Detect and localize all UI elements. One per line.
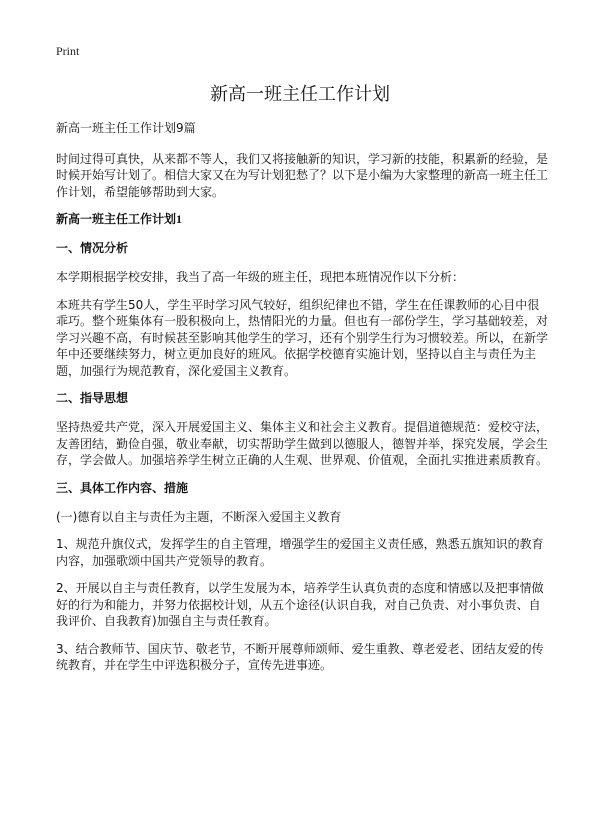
intro-paragraph: 时间过得可真快，从来都不等人，我们又将接触新的知识，学习新的技能，积累新的经验，是时候开始写计划了。相信大家又在为写计划犯愁了？以下是小编为大家整理的新高一班主任工作计划，希望能够帮助到大家。 [56,151,549,199]
paragraph: 本学期根据学校安排，我当了高一年级的班主任，现把本班情况作以下分析： [56,270,465,284]
plan-heading: 新高一班主任工作计划1 [56,212,183,226]
document-title: 新高一班主任工作计划 [210,84,390,105]
document-body [56,120,548,685]
paragraph: 2、开展以自主与责任教育，以学生发展为本，培养学生认真负责的态度和情感以及把事情做好的行为和能力，并努力依据校计划，从五个途径(认识自我，对自己负责、对小事负责、自我评价、自我教育)加强自主与责任教育。 [56,581,544,628]
document-subtitle: 新高一班主任工作计划9篇 [56,121,196,135]
section-heading-measures: 三、具体工作内容、措施 [56,480,189,495]
paragraph: 本班共有学生50人，学生平时学习风气较好，组织纪律也不错，学生在任课教师的心目中很乖巧。整个班集体有一股积极向上，热情阳光的力量。但也有一部份学生，学习基础较差，对学习兴趣不高，有时候甚至影响其他学生的学习，还有个别学生行为习惯较差。所以，在新学年中还要继续努力，树立更加良好的班风。依据学校德育实施计划，坚持以自主与责任为主题，加强行为规范教育，深化爱国主义教育。 [56,297,549,378]
print-link[interactable]: Print [56,44,80,58]
paragraph: 1、规范升旗仪式，发挥学生的自主管理，增强学生的爱国主义责任感，熟悉五旗知识的教育内容，加强歌颂中国共产党领导的教育。 [56,537,544,568]
paragraph: (一)德育以自主与责任为主题，不断深入爱国主义教育 [56,509,342,524]
section-heading-situation: 一、情况分析 [56,241,129,255]
paragraph: 坚持热爱共产党，深入开展爱国主义、集体主义和社会主义教育。提倡道德规范：爱校守法，友善团结，勤俭自强，敬业奉献，切实帮助学生做到以德服人，德智并举，探究发展，学会生存，学会做人。加强培养学生树立正确的人生观、世界观、价值观，全面扎实推进素质教育。 [56,420,549,467]
section-heading-guidance: 二、指导思想 [56,391,129,405]
paragraph: 3、结合教师节、国庆节、敬老节，不断开展尊师颂师、爱生重教、尊老爱老、团结友爱的传统教育，并在学生中评选积极分子，宣传先进事迹。 [56,641,544,672]
